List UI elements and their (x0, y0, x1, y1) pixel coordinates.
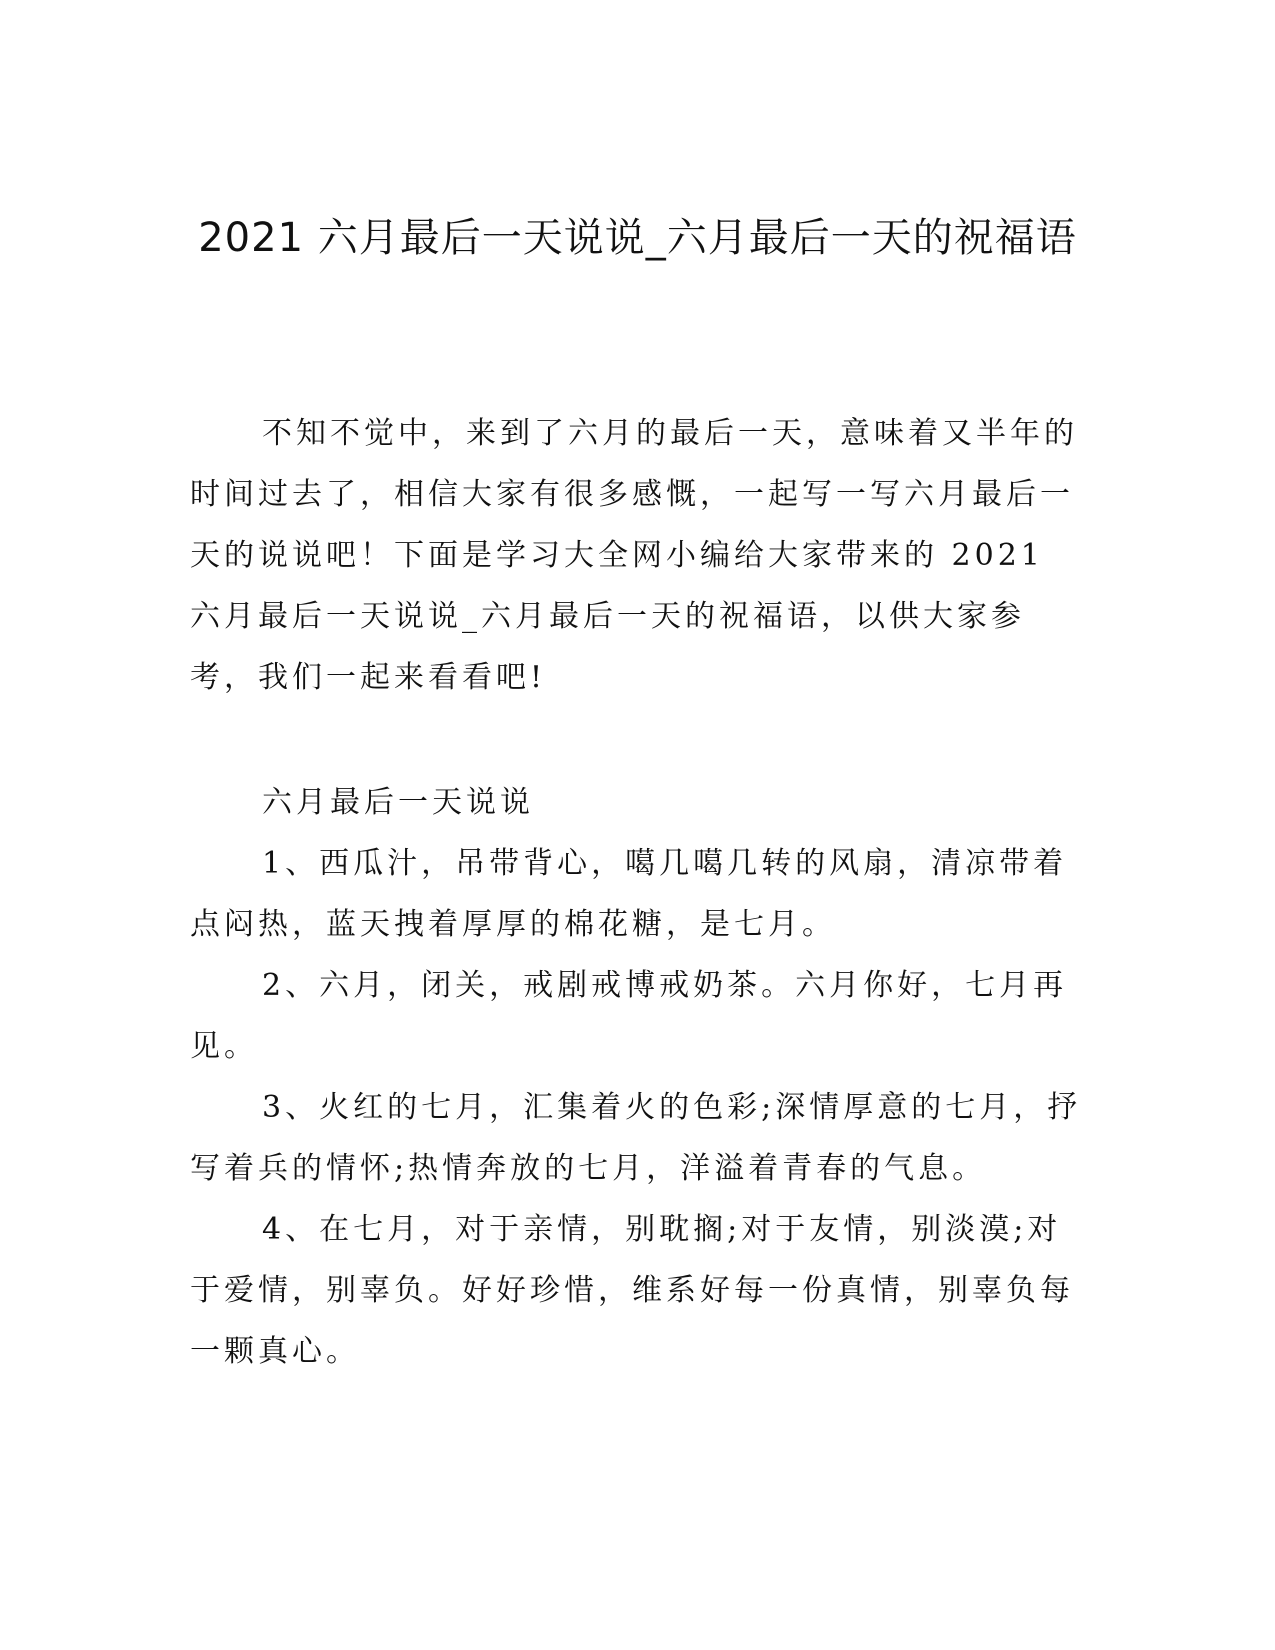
list-item: 2、六月，闭关，戒剧戒博戒奶茶。六月你好，七月再见。 (190, 968, 1068, 1064)
section-heading: 六月最后一天说说 (262, 785, 534, 820)
list-item: 4、在七月，对于亲情，别耽搁;对于友情，别淡漠;对于爱情，别辜负。好好珍惜，维系好每一份真情，别辜负每一颗真心。 (190, 1212, 1074, 1369)
document-title: 2021 六月最后一天说说_六月最后一天的祝福语 (198, 215, 1077, 261)
list-item: 1、西瓜汁，吊带背心，噶几噶几转的风扇，清凉带着点闷热，蓝天拽着厚厚的棉花糖，是七月。 (190, 846, 1068, 942)
document-body (190, 403, 1085, 1382)
paragraph-gap (190, 708, 1085, 772)
list-item: 3、火红的七月，汇集着火的色彩;深情厚意的七月，抒写着兵的情怀;热情奔放的七月，洋溢着青春的气息。 (190, 1090, 1082, 1186)
intro-paragraph: 不知不觉中，来到了六月的最后一天，意味着又半年的时间过去了，相信大家有很多感慨，一起写一写六月最后一天的说说吧！下面是学习大全网小编给大家带来的 2021 六月最后一天说说_六月最后一天的祝福语，以供大家参考，我们一起来看看吧! (190, 416, 1078, 695)
